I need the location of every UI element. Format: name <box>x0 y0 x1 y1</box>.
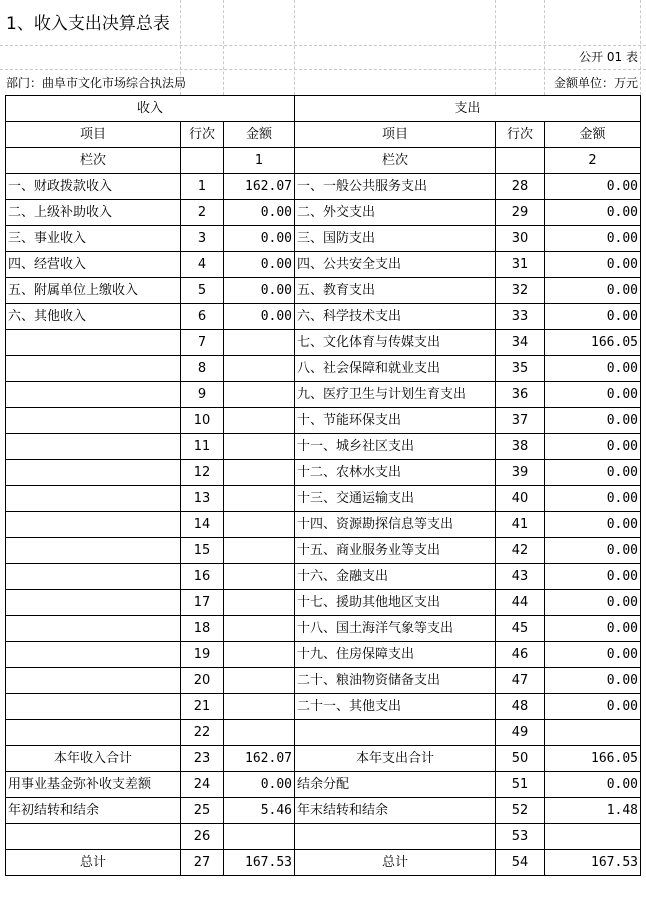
expense-line-number: 48 <box>496 694 545 720</box>
income-item <box>6 434 181 460</box>
expense-line-number: 34 <box>496 330 545 356</box>
income-line-number: 19 <box>181 642 224 668</box>
income-item <box>6 694 181 720</box>
expense-header: 支出 <box>295 96 641 122</box>
expense-item-header: 项目 <box>295 122 496 148</box>
expense-item: 年末结转和结余 <box>295 798 496 824</box>
expense-line-number: 28 <box>496 174 545 200</box>
table-row <box>6 512 641 538</box>
income-line-number: 5 <box>181 278 224 304</box>
expense-amount: 0.00 <box>545 278 641 304</box>
expense-item: 十四、资源勘探信息等支出 <box>295 512 496 538</box>
income-line-number: 1 <box>181 174 224 200</box>
income-item <box>6 590 181 616</box>
income-item <box>6 668 181 694</box>
table-row <box>6 694 641 720</box>
table-row <box>6 616 641 642</box>
amount-unit-label: 金额单位：万元 <box>553 76 638 90</box>
expense-amount: 166.05 <box>545 746 641 772</box>
table-row <box>6 668 641 694</box>
income-column-label: 栏次 <box>6 148 181 174</box>
column-header-row <box>6 122 641 148</box>
table-row <box>6 278 641 304</box>
grid-line <box>495 0 496 95</box>
income-amount <box>224 408 295 434</box>
expense-amount: 0.00 <box>545 538 641 564</box>
expense-item: 十、节能环保支出 <box>295 408 496 434</box>
table-row <box>6 226 641 252</box>
income-line-number: 3 <box>181 226 224 252</box>
expense-amount <box>545 824 641 850</box>
income-amount <box>224 460 295 486</box>
expense-amount-header: 金额 <box>545 122 641 148</box>
income-item <box>6 382 181 408</box>
income-item <box>6 616 181 642</box>
expense-item: 总计 <box>295 850 496 876</box>
expense-amount: 0.00 <box>545 486 641 512</box>
expense-line-number: 31 <box>496 252 545 278</box>
income-amount: 0.00 <box>224 304 295 330</box>
income-item <box>6 642 181 668</box>
department-label: 部门：曲阜市文化市场综合执法局 <box>6 76 187 90</box>
income-line-number: 10 <box>181 408 224 434</box>
income-amount <box>224 512 295 538</box>
expense-amount: 0.00 <box>545 434 641 460</box>
expense-amount: 0.00 <box>545 642 641 668</box>
expense-column-number: 2 <box>545 148 641 174</box>
income-line-number: 25 <box>181 798 224 824</box>
income-line-number: 2 <box>181 200 224 226</box>
income-amount <box>224 642 295 668</box>
expense-amount <box>545 720 641 746</box>
expense-line-number: 32 <box>496 278 545 304</box>
summary-row <box>6 850 641 876</box>
expense-item: 十三、交通运输支出 <box>295 486 496 512</box>
expense-line-number: 36 <box>496 382 545 408</box>
expense-amount: 166.05 <box>545 330 641 356</box>
expense-item: 二、外交支出 <box>295 200 496 226</box>
income-header: 收入 <box>6 96 295 122</box>
income-item <box>6 720 181 746</box>
income-amount <box>224 486 295 512</box>
income-amount <box>224 590 295 616</box>
income-line-index <box>181 148 224 174</box>
expense-line-number: 50 <box>496 746 545 772</box>
expense-item <box>295 824 496 850</box>
income-item <box>6 356 181 382</box>
expense-amount: 0.00 <box>545 356 641 382</box>
expense-line-number: 39 <box>496 460 545 486</box>
income-line-number: 23 <box>181 746 224 772</box>
page-title: 1、收入支出决算总表 <box>6 14 170 34</box>
expense-line-number: 54 <box>496 850 545 876</box>
income-amount: 0.00 <box>224 226 295 252</box>
expense-line-number: 51 <box>496 772 545 798</box>
income-amount <box>224 434 295 460</box>
expense-amount: 0.00 <box>545 668 641 694</box>
expense-line-number: 46 <box>496 642 545 668</box>
expense-line-number: 47 <box>496 668 545 694</box>
expense-amount: 0.00 <box>545 382 641 408</box>
expense-item: 十二、农林水支出 <box>295 460 496 486</box>
income-line-number: 27 <box>181 850 224 876</box>
expense-line-number: 49 <box>496 720 545 746</box>
table-row <box>6 720 641 746</box>
income-line-number: 9 <box>181 382 224 408</box>
grid-line <box>223 0 224 95</box>
table-row <box>6 252 641 278</box>
table-row <box>6 434 641 460</box>
expense-item: 十五、商业服务业等支出 <box>295 538 496 564</box>
expense-line-number: 45 <box>496 616 545 642</box>
table-row <box>6 330 641 356</box>
income-line-number: 21 <box>181 694 224 720</box>
expense-item: 十六、金融支出 <box>295 564 496 590</box>
grid-line <box>294 0 295 95</box>
income-line-number: 18 <box>181 616 224 642</box>
income-item: 用事业基金弥补收支差额 <box>6 772 181 798</box>
table-row <box>6 564 641 590</box>
income-line-number: 7 <box>181 330 224 356</box>
expense-item: 八、社会保障和就业支出 <box>295 356 496 382</box>
expense-amount: 0.00 <box>545 408 641 434</box>
expense-line-index <box>496 148 545 174</box>
income-item <box>6 824 181 850</box>
income-item: 本年收入合计 <box>6 746 181 772</box>
income-line-number: 14 <box>181 512 224 538</box>
income-item <box>6 486 181 512</box>
expense-line-number: 35 <box>496 356 545 382</box>
income-line-number: 26 <box>181 824 224 850</box>
expense-amount: 0.00 <box>545 772 641 798</box>
income-line-number: 8 <box>181 356 224 382</box>
expense-amount: 0.00 <box>545 564 641 590</box>
grid-line <box>640 0 641 95</box>
table-row <box>6 174 641 200</box>
income-amount <box>224 538 295 564</box>
summary-row <box>6 798 641 824</box>
income-line-number: 15 <box>181 538 224 564</box>
expense-item: 十一、城乡社区支出 <box>295 434 496 460</box>
income-line-number: 16 <box>181 564 224 590</box>
income-line-header: 行次 <box>181 122 224 148</box>
income-amount <box>224 720 295 746</box>
income-amount-header: 金额 <box>224 122 295 148</box>
income-item <box>6 408 181 434</box>
income-amount <box>224 694 295 720</box>
income-item: 三、事业收入 <box>6 226 181 252</box>
expense-line-header: 行次 <box>496 122 545 148</box>
expense-item: 五、教育支出 <box>295 278 496 304</box>
income-line-number: 24 <box>181 772 224 798</box>
expense-amount: 0.00 <box>545 174 641 200</box>
expense-line-number: 30 <box>496 226 545 252</box>
expense-item: 二十、粮油物资储备支出 <box>295 668 496 694</box>
expense-line-number: 42 <box>496 538 545 564</box>
table-row <box>6 538 641 564</box>
income-item: 年初结转和结余 <box>6 798 181 824</box>
table-row <box>6 460 641 486</box>
expense-amount: 0.00 <box>545 200 641 226</box>
income-line-number: 20 <box>181 668 224 694</box>
income-amount <box>224 668 295 694</box>
income-line-number: 4 <box>181 252 224 278</box>
income-amount: 0.00 <box>224 278 295 304</box>
income-line-number: 17 <box>181 590 224 616</box>
expense-item: 六、科学技术支出 <box>295 304 496 330</box>
table-row <box>6 356 641 382</box>
expense-item: 十九、住房保障支出 <box>295 642 496 668</box>
expense-amount: 1.48 <box>545 798 641 824</box>
income-item: 四、经营收入 <box>6 252 181 278</box>
income-line-number: 13 <box>181 486 224 512</box>
income-item: 二、上级补助收入 <box>6 200 181 226</box>
income-item <box>6 460 181 486</box>
expense-item: 本年支出合计 <box>295 746 496 772</box>
summary-row <box>6 772 641 798</box>
income-amount <box>224 824 295 850</box>
income-amount <box>224 382 295 408</box>
expense-line-number: 52 <box>496 798 545 824</box>
table-row <box>6 382 641 408</box>
expense-column-label: 栏次 <box>295 148 496 174</box>
expense-line-number: 41 <box>496 512 545 538</box>
expense-amount: 0.00 <box>545 252 641 278</box>
expense-line-number: 44 <box>496 590 545 616</box>
expense-amount: 0.00 <box>545 616 641 642</box>
expense-line-number: 29 <box>496 200 545 226</box>
summary-row <box>6 824 641 850</box>
table-row <box>6 304 641 330</box>
income-item-header: 项目 <box>6 122 181 148</box>
expense-item: 十八、国土海洋气象等支出 <box>295 616 496 642</box>
income-line-number: 11 <box>181 434 224 460</box>
form-number-row <box>0 45 646 70</box>
income-amount <box>224 616 295 642</box>
expense-item: 十七、援助其他地区支出 <box>295 590 496 616</box>
expense-line-number: 43 <box>496 564 545 590</box>
expense-item: 一、一般公共服务支出 <box>295 174 496 200</box>
expense-item: 四、公共安全支出 <box>295 252 496 278</box>
income-item: 总计 <box>6 850 181 876</box>
table-header-row <box>6 96 641 122</box>
income-amount: 0.00 <box>224 200 295 226</box>
income-item <box>6 538 181 564</box>
expense-amount: 0.00 <box>545 590 641 616</box>
income-item <box>6 564 181 590</box>
expense-amount: 167.53 <box>545 850 641 876</box>
income-amount: 0.00 <box>224 252 295 278</box>
income-item: 五、附属单位上缴收入 <box>6 278 181 304</box>
income-item <box>6 512 181 538</box>
income-amount <box>224 356 295 382</box>
income-line-number: 6 <box>181 304 224 330</box>
income-amount: 162.07 <box>224 174 295 200</box>
income-amount: 5.46 <box>224 798 295 824</box>
income-line-number: 12 <box>181 460 224 486</box>
expense-item: 二十一、其他支出 <box>295 694 496 720</box>
income-amount: 0.00 <box>224 772 295 798</box>
income-item <box>6 330 181 356</box>
expense-amount: 0.00 <box>545 226 641 252</box>
expense-item <box>295 720 496 746</box>
expense-item: 结余分配 <box>295 772 496 798</box>
expense-amount: 0.00 <box>545 460 641 486</box>
expense-amount: 0.00 <box>545 694 641 720</box>
income-amount <box>224 330 295 356</box>
expense-item: 三、国防支出 <box>295 226 496 252</box>
expense-line-number: 40 <box>496 486 545 512</box>
table-row <box>6 408 641 434</box>
income-item: 一、财政拨款收入 <box>6 174 181 200</box>
table-row <box>6 642 641 668</box>
grid-line <box>544 0 545 95</box>
expense-line-number: 38 <box>496 434 545 460</box>
expense-amount: 0.00 <box>545 512 641 538</box>
expense-item: 九、医疗卫生与计划生育支出 <box>295 382 496 408</box>
income-amount: 167.53 <box>224 850 295 876</box>
income-amount <box>224 564 295 590</box>
column-index-row <box>6 148 641 174</box>
expense-item: 七、文化体育与传媒支出 <box>295 330 496 356</box>
income-column-number: 1 <box>224 148 295 174</box>
income-line-number: 22 <box>181 720 224 746</box>
summary-row <box>6 746 641 772</box>
expense-amount: 0.00 <box>545 304 641 330</box>
income-expense-table <box>5 95 641 876</box>
expense-line-number: 33 <box>496 304 545 330</box>
table-row <box>6 486 641 512</box>
expense-line-number: 53 <box>496 824 545 850</box>
table-row <box>6 590 641 616</box>
income-amount: 162.07 <box>224 746 295 772</box>
income-item: 六、其他收入 <box>6 304 181 330</box>
expense-line-number: 37 <box>496 408 545 434</box>
form-number: 公开 01 表 <box>579 50 638 64</box>
table-row <box>6 200 641 226</box>
